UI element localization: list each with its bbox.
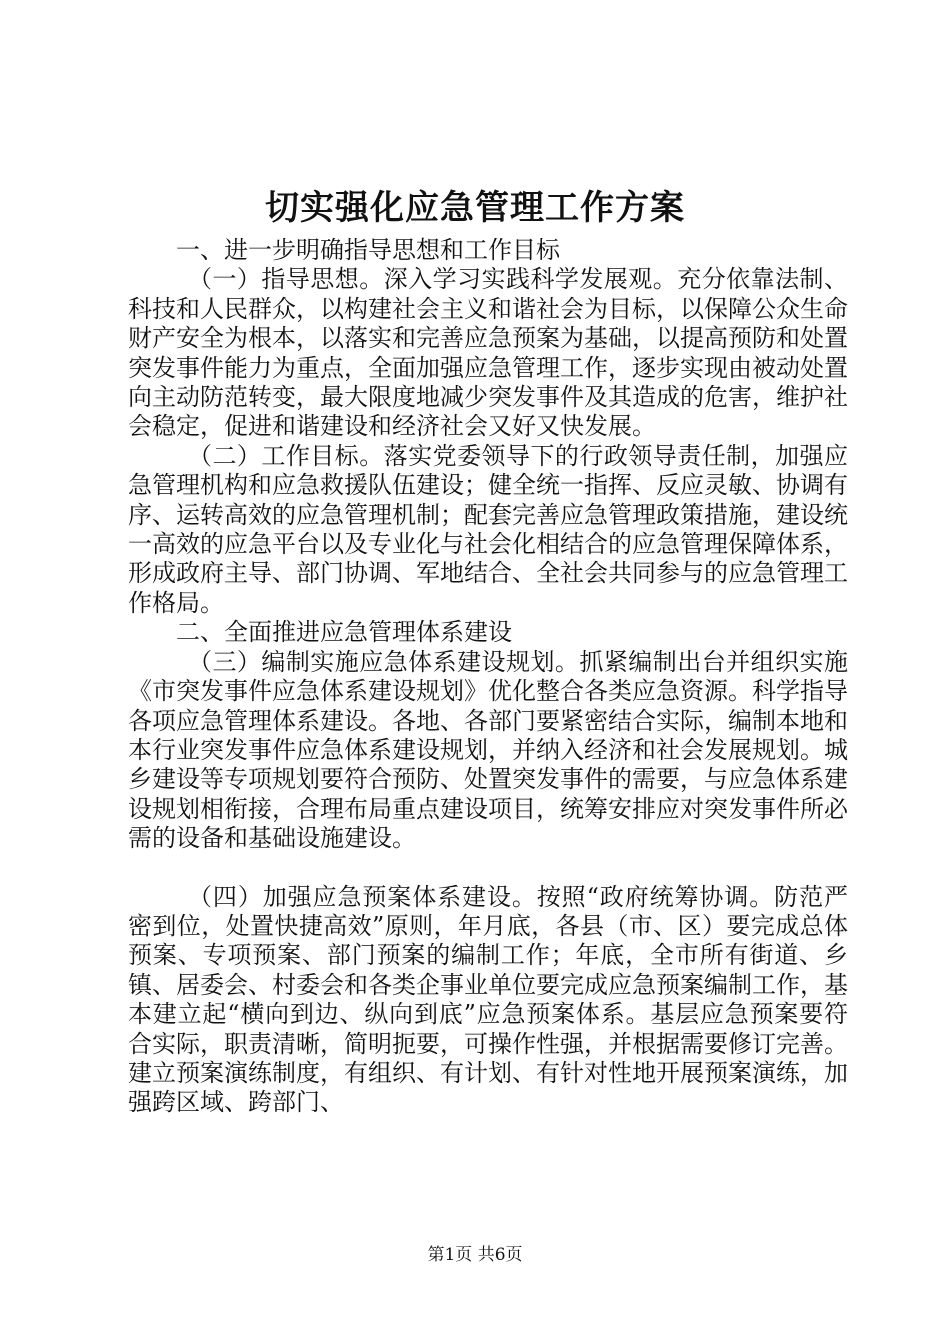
document-body bbox=[128, 236, 848, 1118]
paragraph-work-goals: （二）工作目标。落实党委领导下的行政领导责任制，加强应急管理机构和应急救援队伍建设；健全统一指挥、反应灵敏、协调有序、运转高效的应急管理机制；配套完善应急管理政策措施，建设统一高效的应急平台以及专业化与社会化相结合的应急管理保障体系，形成政府主导、部门协调、军地结合、全社会共同参与的应急管理工作格局。 bbox=[128, 441, 848, 617]
paragraph-planning: （三）编制实施应急体系建设规划。抓紧编制出台并组织实施《市突发事件应急体系建设规划》优化整合各类应急资源。科学指导各项应急管理体系建设。各地、各部门要紧密结合实际，编制本地和本行业突发事件应急体系建设规划，并纳入经济和社会发展规划。城乡建设等专项规划要符合预防、处置突发事件的需要，与应急体系建设规划相衔接，合理布局重点建设项目，统筹安排应对突发事件所必需的设备和基础设施建设。 bbox=[128, 647, 848, 853]
paragraph-guiding-ideology: （一）指导思想。深入学习实践科学发展观。充分依靠法制、科技和人民群众，以构建社会主义和谐社会为目标，以保障公众生命财产安全为根本，以落实和完善应急预案为基础，以提高预防和处置突发事件能力为重点，全面加强应急管理工作，逐步实现由被动处置向主动防范转变，最大限度地减少突发事件及其造成的危害，维护社会稳定，促进和谐建设和经济社会又好又快发展。 bbox=[128, 265, 848, 441]
document-title: 切实强化应急管理工作方案 bbox=[265, 188, 685, 228]
section-heading-2: 二、全面推进应急管理体系建设 bbox=[176, 618, 512, 647]
section-heading-1: 一、进一步明确指导思想和工作目标 bbox=[176, 236, 560, 264]
page-footer: 第1页 共6页 bbox=[427, 1245, 523, 1265]
paragraph-contingency-plans: （四）加强应急预案体系建设。按照“政府统筹协调。防范严密到位，处置快捷高效”原则，年月底，各县（市、区）要完成总体预案、专项预案、部门预案的编制工作；年底，全市所有街道、乡镇、居委会、村委会和各类企事业单位要完成应急预案编制工作，基本建立起“横向到边、纵向到底”应急预案体系。基层应急预案要符合实际，职责清晰，简明扼要，可操作性强，并根据需要修订完善。建立预案演练制度，有组织、有计划、有针对性地开展预案演练，加强跨区域、跨部门、 bbox=[128, 882, 848, 1117]
